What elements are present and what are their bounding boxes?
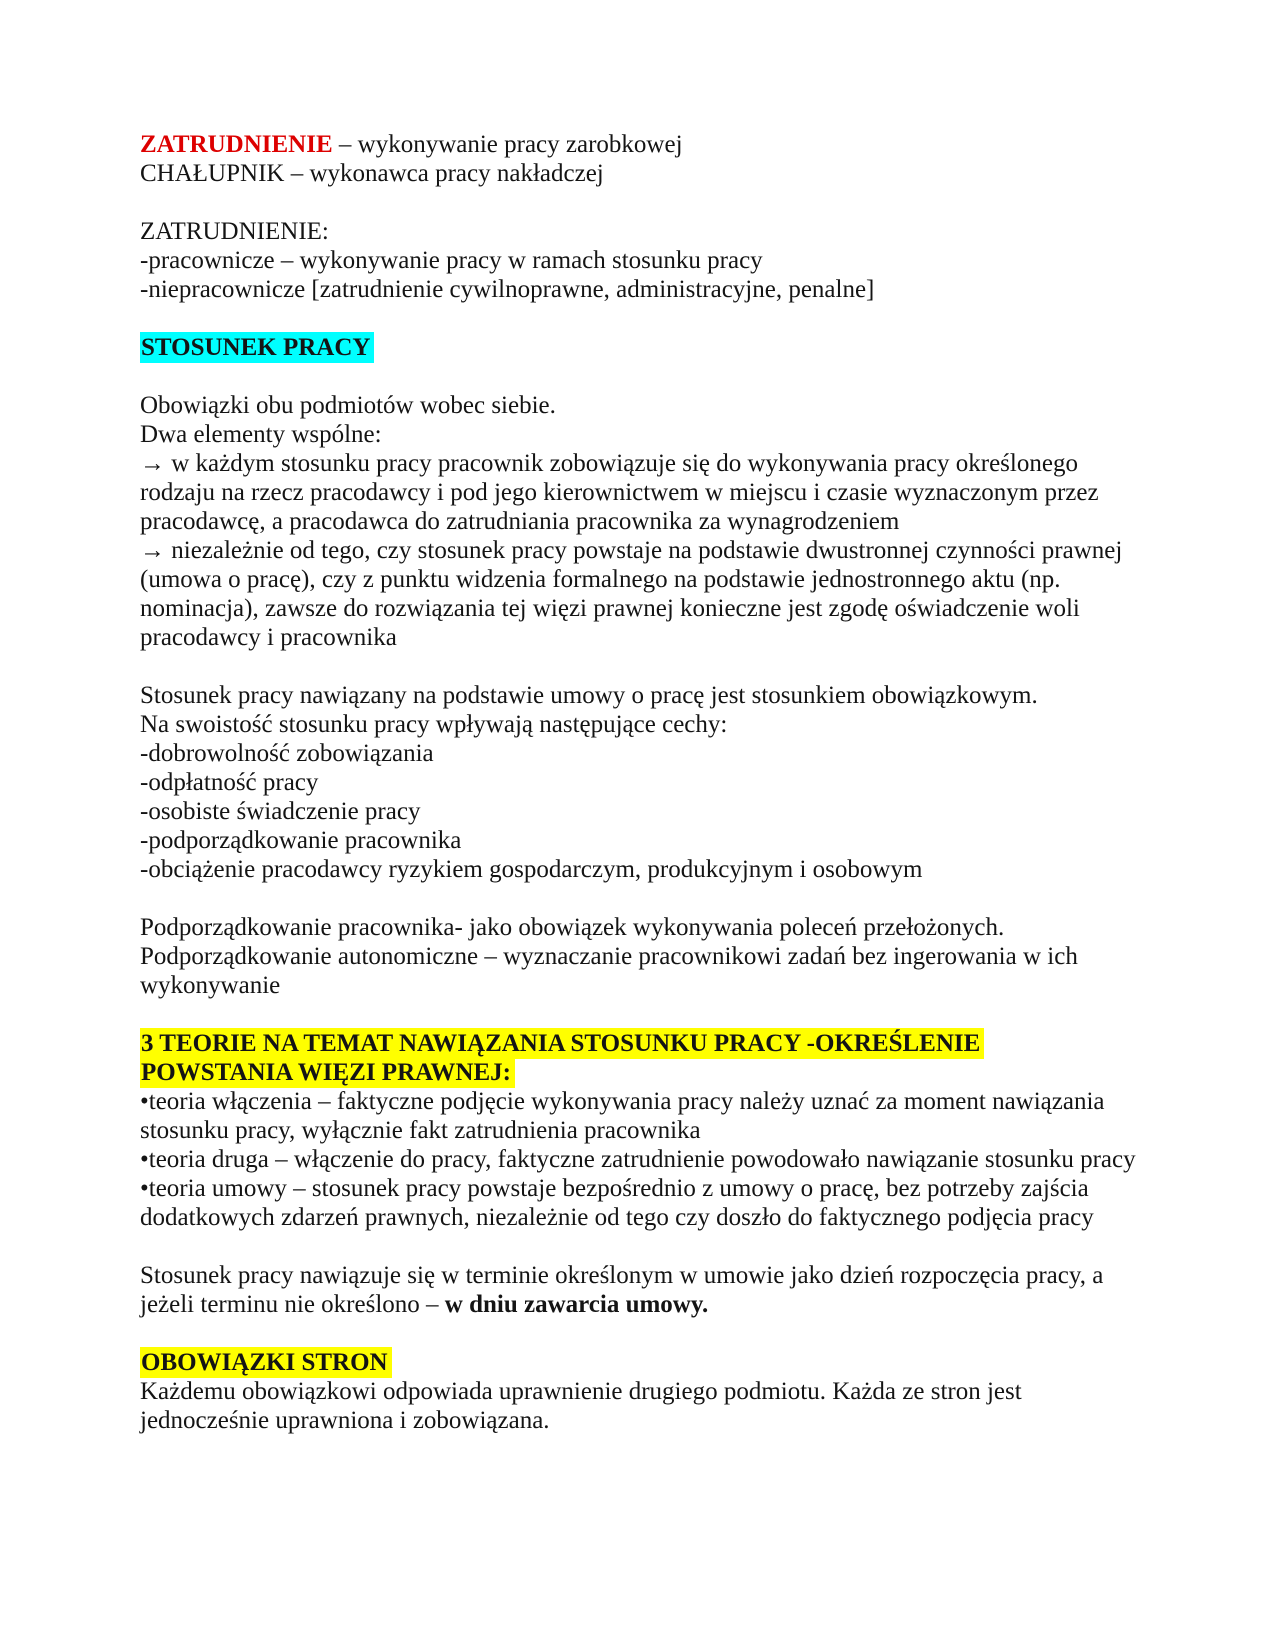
employment-list-heading: ZATRUDNIENIE: [140,218,329,245]
theory-bullet-item: •teoria umowy – stosunek pracy powstaje bezpośrednio z umowy o pracę, bez potrzeby zajścia dodatkowych zdarzeń prawnych, niezależnie od tego czy doszło do faktycznego podjęcia pracy [140,1175,1094,1231]
highlighted-heading-text: POWSTANIA WIĘZI PRAWNEJ: [140,1057,515,1088]
paragraph-dwa-elementy: Dwa elementy wspólne: [140,421,382,448]
feature-list-item: -obciążenie pracodawcy ryzykiem gospodarczym, produkcyjnym i osobowym [140,856,923,883]
feature-list-item: -dobrowolność zobowiązania [140,740,434,767]
definition-chalupnik: CHAŁUPNIK – wykonawca pracy nakładczej [140,160,604,187]
blank-line [140,362,1145,391]
theory-bullet-item: •teoria druga – włączenie do pracy, faktyczne zatrudnienie powodowało nawiązanie stosunku pracy [140,1146,1136,1173]
arrow-item: → niezależnie od tego, czy stosunek pracy powstaje na podstawie dwustronnej czynności prawnej (umowa o pracę), czy z punktu widzenia formalnego na podstawie jednostronnego aktu (np. nominacja), zawsze do rozwiązania tej więzi prawnej konieczne jest zgodę oświadczenie woli pracodawcy i pracownika [140,537,1123,651]
blank-line [140,1000,1145,1029]
definition-zatrudnienie [140,130,1145,159]
blank-line [140,652,1145,681]
paragraph-podporzadkowanie-autonomiczne: Podporządkowanie autonomiczne – wyznaczanie pracownikowi zadań bez ingerowania w ich wykonywanie [140,943,1078,999]
feature-list-item: -podporządkowanie pracownika [140,827,462,854]
blank-line [140,884,1145,913]
blank-line [140,1319,1145,1348]
definition-zatrudnienie-text: – wykonywanie pracy zarobkowej [332,131,683,158]
section-heading-3-teorie [140,1029,1145,1087]
paragraph-swoistosc: Na swoistość stosunku pracy wpływają następujące cechy: [140,711,728,738]
blank-line [140,188,1145,217]
theory-bullet-item: •teoria włączenia – faktyczne podjęcie wykonywania pracy należy uznać za moment nawiązania stosunku pracy, wyłącznie fakt zatrudnienia pracownika [140,1088,1105,1144]
paragraph-obowiazki-stron: Każdemu obowiązkowi odpowiada uprawnienie drugiego podmiotu. Każda ze stron jest jednocześnie uprawniona i zobowiązana. [140,1378,1022,1434]
paragraph-termin-bold-text: w dniu zawarcia umowy. [444,1291,709,1318]
section-heading-stosunek-pracy [140,333,1145,362]
blank-line [140,304,1145,333]
section-heading-obowiazki-stron [140,1348,1145,1377]
paragraph-termin-text: Stosunek pracy nawiązuje się w terminie określonym w umowie jako dzień rozpoczęcia pracy, a jeżeli terminu nie określono – [140,1262,1104,1318]
paragraph-podporzadkowanie: Podporządkowanie pracownika- jako obowiązek wykonywania poleceń przełożonych. [140,914,1005,941]
employment-list-item: -pracownicze – wykonywanie pracy w ramach stosunku pracy [140,247,763,274]
blank-line [140,1232,1145,1261]
highlighted-heading-text: 3 TEORIE NA TEMAT NAWIĄZANIA STOSUNKU PRACY -OKREŚLENIE [140,1028,984,1059]
highlighted-heading-text: OBOWIĄZKI STRON [140,1347,392,1378]
paragraph-obowiazki: Obowiązki obu podmiotów wobec siebie. [140,392,556,419]
paragraph-termin [140,1261,1145,1319]
paragraph-stosunek-obowiazkowy: Stosunek pracy nawiązany na podstawie umowy o pracę jest stosunkiem obowiązkowym. [140,682,1038,709]
arrow-item: → w każdym stosunku pracy pracownik zobowiązuje się do wykonywania pracy określonego rodzaju na rzecz pracodawcy i pod jego kierownictwem w miejscu i czasie wyznaczonym przez pracodawcę, a pracodawca do zatrudniania pracownika za wynagrodzeniem [140,450,1099,535]
feature-list-item: -odpłatność pracy [140,769,319,796]
highlighted-heading-text: STOSUNEK PRACY [140,332,374,363]
feature-list-item: -osobiste świadczenie pracy [140,798,421,825]
employment-list-item: -niepracownicze [zatrudnienie cywilnoprawne, administracyjne, penalne] [140,276,875,303]
term-zatrudnienie: ZATRUDNIENIE [140,131,333,158]
